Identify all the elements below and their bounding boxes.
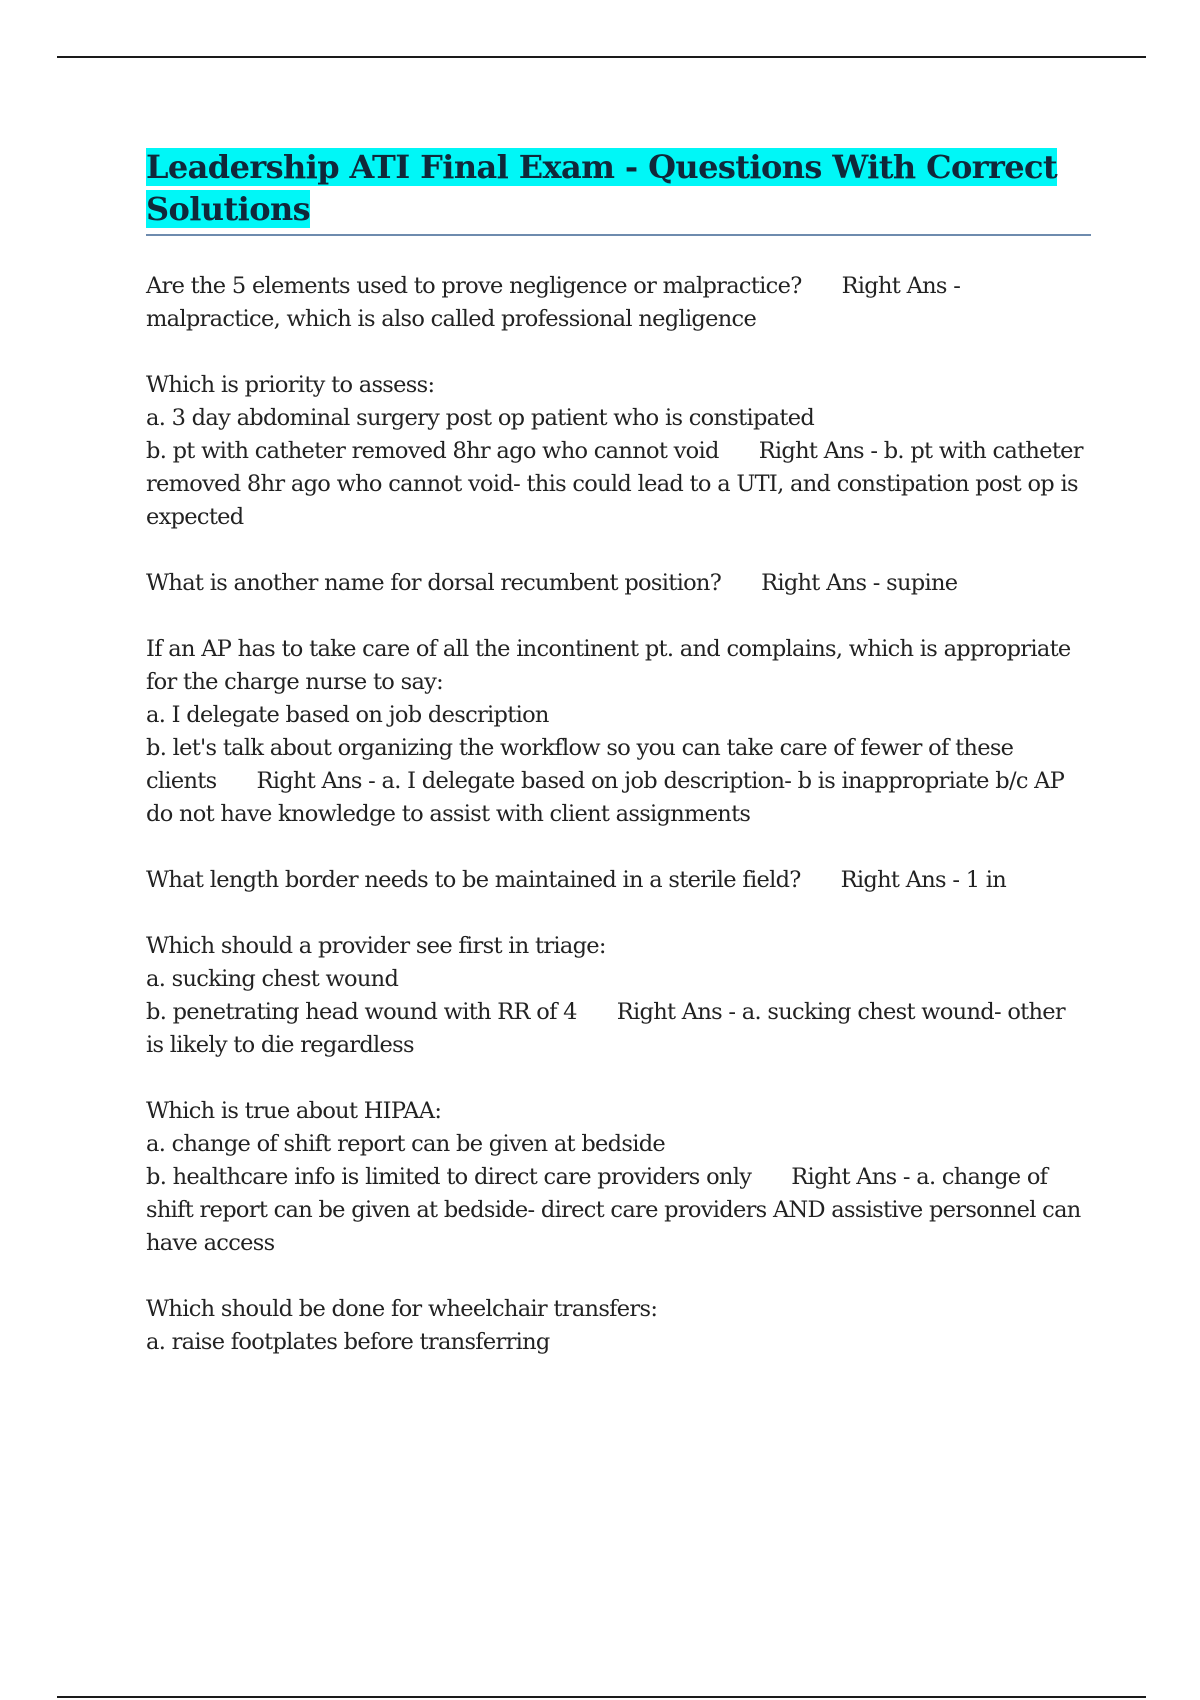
option-b: b. let's talk about organizing the workflow so you can take care of fewer of these clients bbox=[146, 735, 1014, 794]
question-text: Which is true about HIPAA: bbox=[146, 1098, 442, 1124]
question-text: Which should be done for wheelchair transfers: bbox=[146, 1296, 658, 1322]
answer-label: Right Ans - bbox=[758, 438, 878, 464]
qa-item bbox=[146, 930, 1086, 1062]
question-text: Which is priority to assess: bbox=[146, 372, 435, 398]
title-highlight: Leadership ATI Final Exam - Questions With Correct Solutions bbox=[146, 148, 1058, 228]
qa-item bbox=[146, 567, 1086, 600]
answer-label: Right Ans - bbox=[616, 999, 736, 1025]
qa-item bbox=[146, 270, 1086, 336]
option-a: a. change of shift report can be given at bedside bbox=[146, 1131, 666, 1157]
answer-label: Right Ans - bbox=[791, 1164, 910, 1190]
answer-text: supine bbox=[886, 570, 958, 596]
qa-item bbox=[146, 1095, 1086, 1260]
document-title bbox=[146, 146, 1086, 230]
title-underline bbox=[146, 234, 1091, 236]
answer-text: malpractice, which is also called professional negligence bbox=[146, 306, 757, 332]
answer-label: Right Ans - bbox=[841, 273, 961, 299]
qa-list bbox=[146, 270, 1086, 1359]
answer-label: Right Ans - bbox=[840, 867, 960, 893]
qa-item bbox=[146, 633, 1086, 831]
answer-label: Right Ans - bbox=[256, 768, 376, 794]
option-a: a. raise footplates before transferring bbox=[146, 1329, 550, 1355]
page-bottom-rule bbox=[57, 1696, 1146, 1698]
option-b: b. penetrating head wound with RR of 4 bbox=[146, 999, 577, 1025]
answer-text: a. change of shift report can be given at bedside- direct care providers AND assistive personnel can have access bbox=[146, 1164, 1081, 1256]
option-a: a. I delegate based on job description bbox=[146, 702, 549, 728]
answer-label: Right Ans - bbox=[761, 570, 880, 596]
option-b: b. pt with catheter removed 8hr ago who cannot void bbox=[146, 438, 719, 464]
answer-text: a. sucking chest wound- other is likely to die regardless bbox=[146, 999, 1065, 1058]
question-text: What length border needs to be maintained in a sterile field? bbox=[146, 867, 801, 893]
answer-text: a. I delegate based on job description- b is inappropriate b/c AP do not have knowledge to assist with client assignments bbox=[146, 768, 1065, 827]
document-content bbox=[146, 146, 1086, 1392]
question-text: What is another name for dorsal recumbent position? bbox=[146, 570, 722, 596]
option-b: b. healthcare info is limited to direct care providers only bbox=[146, 1164, 752, 1190]
answer-text: 1 in bbox=[965, 867, 1007, 893]
qa-item bbox=[146, 1293, 1086, 1359]
qa-item bbox=[146, 864, 1086, 897]
question-text: Which should a provider see first in triage: bbox=[146, 933, 606, 959]
question-text: If an AP has to take care of all the incontinent pt. and complains, which is appropriate for the charge nurse to say: bbox=[146, 636, 1071, 695]
qa-item bbox=[146, 369, 1086, 534]
option-a: a. 3 day abdominal surgery post op patient who is constipated bbox=[146, 405, 815, 431]
answer-text: b. pt with catheter removed 8hr ago who cannot void- this could lead to a UTI, and constipation post op is expected bbox=[146, 438, 1083, 530]
page-top-rule bbox=[57, 56, 1146, 58]
option-a: a. sucking chest wound bbox=[146, 966, 399, 992]
question-text: Are the 5 elements used to prove negligence or malpractice? bbox=[146, 273, 802, 299]
